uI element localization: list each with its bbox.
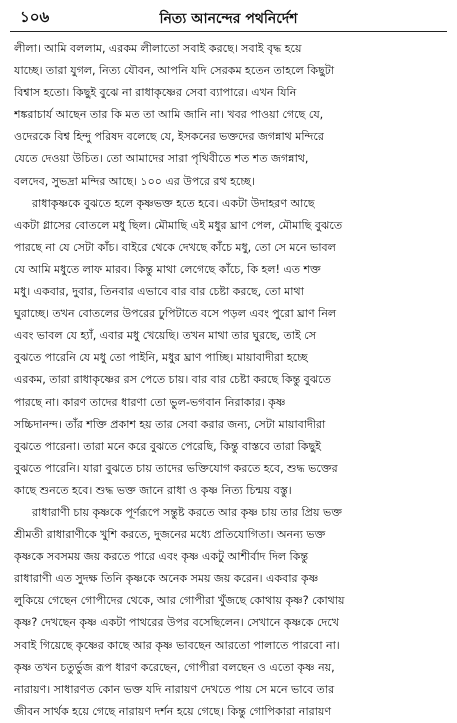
text-line: বুঝতে পারেনি। যারা বুঝতে চায় তাদের ভক্তিযোগ করতে হবে, শুদ্ধ ভক্তের bbox=[14, 461, 338, 475]
running-title: নিত্য আনন্দের পথনির্দেশ bbox=[159, 11, 298, 27]
text-line: যে আমি মধুতে লাফ মারব। কিন্তু মাথা লেগেছে কাঁচে, কি হল! এত শক্ত bbox=[14, 262, 321, 276]
page-number: ১০৬ bbox=[20, 8, 50, 26]
body-text bbox=[14, 38, 443, 723]
text-line: ওদেরকে বিশ্ব হিন্দু পরিষদ বলেছে যে, ইসকনের ভক্তদের জগন্নাথ মন্দিরে bbox=[14, 130, 324, 144]
text-line: কৃষ্ণ তখন চতুর্ভুজ রূপ ধারণ করেছেন, গোপীরা বলছেন ও এতো কৃষ্ণ নয়, bbox=[14, 660, 335, 674]
text-line: সবাই গিয়েছে কৃষ্ণের কাছে আর কৃষ্ণ ভাবছেন আরতো পালাতে পারবো না। bbox=[14, 638, 340, 652]
text-line: শঙ্করাচার্য আছেন তার কি মত তা আমি জানি না। খবর পাওয়া গেছে যে, bbox=[14, 108, 324, 122]
text-line: লুকিয়ে গেছেন গোপীদের থেকে, আর গোপীরা খুঁজছে কোথায় কৃষ্ণ? কোথায় bbox=[14, 594, 345, 608]
text-line: ঘুরাচ্ছে। তখন বোতলের উপরের ঢুপিটাতে বসে পড়ল এবং পুরো ঘ্রাণ নিল bbox=[14, 307, 337, 321]
text-line: শ্রীমতী রাধারাণীকে খুশি করতে, দুজনের মধ্যে প্রতিযোগিতা। অনন্য ভক্ত bbox=[14, 528, 326, 542]
text-line: বলদেব, সুভদ্রা মন্দির আছে। ১০০ এর উপরে রথ হচ্ছে। bbox=[14, 174, 255, 188]
text-line: নারায়ণ। সাধারণত কোন ভক্ত যদি নারায়ণ দেখতে পায় সে মনে ভাবে তার bbox=[14, 682, 335, 696]
text-line: এরকম, তারা রাধাকৃষ্ণের রস পেতে চায়। বার বার চেষ্টা করছে কিন্তু বুঝতে bbox=[14, 373, 331, 387]
text-line: এবং ভাবল যে হ্যাঁ, এবার মধু খেয়েছি। তখন মাথা তার ঘুরছে, তাই সে bbox=[14, 329, 316, 343]
text-line: রাধাকৃষ্ণকে বুঝতে হলে কৃষ্ণভক্ত হতে হবে। একটা উদাহরণ আছে bbox=[32, 196, 315, 210]
text-line: পারছে না যে সেটা কাঁচ। বাইরে থেকে দেখছে কাঁচে মধু, তো সে মনে ভাবল bbox=[14, 240, 336, 254]
text-line: মধু। একবার, দুবার, তিনবার এভাবে বার বার চেষ্টা করছে, তো মাথা bbox=[14, 285, 304, 299]
header-rule bbox=[10, 31, 447, 32]
text-line: সচ্চিদানন্দ। তাঁর শক্তি প্রকাশ হয় তার সেবা করার জন্য, সেটা মায়াবাদীরা bbox=[14, 417, 326, 431]
text-line: যেতে দেওয়া উচিত। তো আমাদের সারা পৃথিবীতে শত শত জগন্নাথ, bbox=[14, 152, 309, 166]
text-line: বুঝতে পারেনি যে মধু তো পাইনি, মধুর ঘ্রাণ পাচ্ছি। মায়াবাদীরা হচ্ছে bbox=[14, 351, 308, 365]
text-line: বিশ্বাস হতো। কিছুই বুঝে না রাধাকৃষ্ণের সেবা ব্যাপারে। এখন যিনি bbox=[14, 86, 297, 100]
text-line: পারছে না। কারণ তাদের ধারণা তো ভুল-ভগবান নিরাকার। কৃষ্ণ bbox=[14, 395, 286, 409]
text-line: জীবন সার্থক হয়ে গেছে নারায়ণ দর্শন হয়ে গেছে। কিন্তু গোপিকারা নারায়ণ bbox=[14, 704, 332, 718]
text-line: কৃষ্ণকে সবসময় জয় করতে পারে এবং কৃষ্ণ একটু আশীর্বাদ দিল কিন্তু bbox=[14, 550, 309, 564]
text-line: রাধারাণী এত সুদক্ষ তিনি কৃষ্ণকে অনেক সময় জয় করেন। একবার কৃষ্ণ bbox=[14, 572, 319, 586]
text-line: কাছে শুনতে হবে। শুদ্ধ ভক্ত জানে রাধা ও কৃষ্ণ নিত্য চিন্ময় বস্তু। bbox=[14, 483, 292, 497]
text-line: যাচ্ছে। তারা যুগল, নিত্য যৌবন, আপনি যদি সেরকম হতেন তাহলে কিছুটা bbox=[14, 64, 335, 78]
text-line: বুঝতে পারেনা। তারা মনে করে বুঝতে পেরেছি, কিন্তু বাস্তবে তারা কিছুই bbox=[14, 439, 321, 453]
text-line: একটা গ্লাসের বোতলে মধু ছিল। মৌমাছি এই মধুর ঘ্রাণ পেল, মৌমাছি বুঝতে bbox=[14, 218, 343, 232]
text-line: লীলা। আমি বললাম, এরকম লীলাতো সবাই করছে। সবাই বৃদ্ধ হয়ে bbox=[14, 42, 302, 55]
page-header bbox=[14, 4, 443, 30]
text-line: কৃষ্ণ? দেখছেন কৃষ্ণ একটা পাথরের উপর বসেছিলেন। সেখানে কৃষ্ণকে দেখে bbox=[14, 616, 339, 630]
text-line: রাধারাণী চায় কৃষ্ণকে পূর্ণরূপে সন্তুষ্ট করতে আর কৃষ্ণ চায় তার প্রিয় ভক্ত bbox=[32, 505, 342, 519]
